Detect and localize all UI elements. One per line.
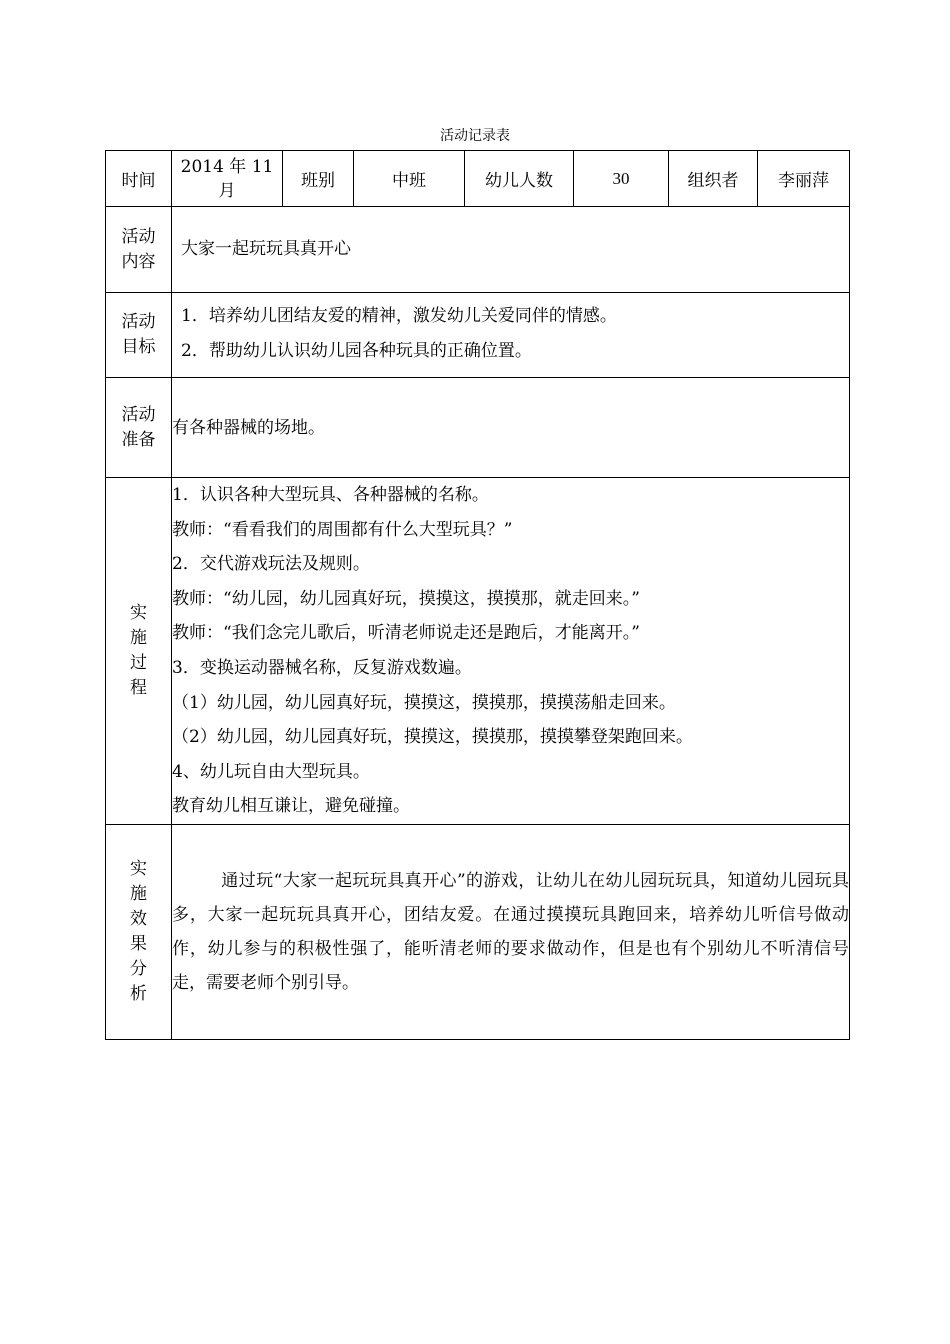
process-line: 2．交代游戏玩法及规则。 [172,554,370,575]
content-row [106,207,850,293]
process-row [106,478,850,825]
document-title: 活动记录表 [440,128,510,144]
content-text: 大家一起玩玩具真开心 [172,207,850,293]
time-value-line2: 月 [218,180,236,201]
process-label-char: 实 [130,602,147,623]
prep-label [106,378,172,478]
process-line: （2）幼儿园，幼儿园真好玩，摸摸这，摸摸那，摸摸攀登架跑回来。 [172,727,693,748]
prep-text: 有各种器械的场地。 [172,378,850,478]
class-label: 班别 [283,151,354,207]
process-line: 教师：“幼儿园，幼儿园真好玩，摸摸这，摸摸那，就走回来。” [172,588,640,609]
organizer-label: 组织者 [669,151,758,207]
time-value-line1: 2014 年 11 [180,156,274,177]
prep-label-line: 活动 [121,404,156,425]
analysis-label-char: 果 [130,933,147,954]
process-label-char: 过 [130,652,147,673]
process-line: 教师：“我们念完儿歌后，听清老师说走还是跑后，才能离开。” [172,623,640,644]
process-line: 教育幼儿相互谦让，避免碰撞。 [172,796,410,817]
analysis-text: 通过玩“大家一起玩玩具真开心”的游戏，让幼儿在幼儿园玩玩具，知道幼儿园玩具多，大家一起玩玩具真开心，团结友爱。在通过摸摸玩具跑回来，培养幼儿听信号做动作，幼儿参与的积极性强了，能听清老师的要求做动作，但是也有个别幼儿不听清信号走，需要老师个别引导。 [172,870,849,993]
analysis-content [172,824,850,1039]
goal-content [172,293,850,378]
process-line: （1）幼儿园，幼儿园真好玩，摸摸这，摸摸那，摸摸荡船走回来。 [172,692,676,713]
process-line: 教师：“看看我们的周围都有什么大型玩具？” [172,519,513,540]
process-line: 3．变换运动器械名称，反复游戏数遍。 [172,657,472,678]
time-label: 时间 [106,151,172,207]
process-line: 4、幼儿玩自由大型玩具。 [172,761,370,782]
count-value: 30 [574,151,669,207]
goal-label-line: 活动 [121,312,156,332]
process-content [172,478,850,825]
analysis-label-char: 效 [130,908,147,929]
analysis-label-char: 施 [130,883,147,904]
process-label [106,478,172,825]
analysis-label-char: 析 [130,983,147,1004]
goal-item: 1．培养幼儿团结友爱的精神，激发幼儿关爱同伴的情感。 [181,306,617,326]
class-value: 中班 [354,151,465,207]
content-label-line: 活动 [121,226,156,247]
content-label-line: 内容 [121,251,156,272]
process-label-char: 施 [130,627,147,648]
goal-row [106,293,850,378]
analysis-label-char: 分 [130,958,147,979]
count-label: 幼儿人数 [465,151,574,207]
goal-label [106,293,172,378]
prep-label-line: 准备 [121,429,156,450]
process-label-char: 程 [130,677,147,698]
goal-item: 2．帮助幼儿认识幼儿园各种玩具的正确位置。 [181,341,532,361]
organizer-value: 李丽萍 [758,151,850,207]
analysis-row [106,824,850,1039]
goal-label-line: 目标 [121,337,156,357]
analysis-label-char: 实 [130,858,147,879]
process-line: 1．认识各种大型玩具、各种器械的名称。 [172,485,489,505]
content-label [106,207,172,293]
prep-row [106,378,850,478]
time-value [172,151,283,207]
header-row [106,151,850,207]
analysis-label [106,824,172,1039]
activity-record-table [105,150,850,1040]
